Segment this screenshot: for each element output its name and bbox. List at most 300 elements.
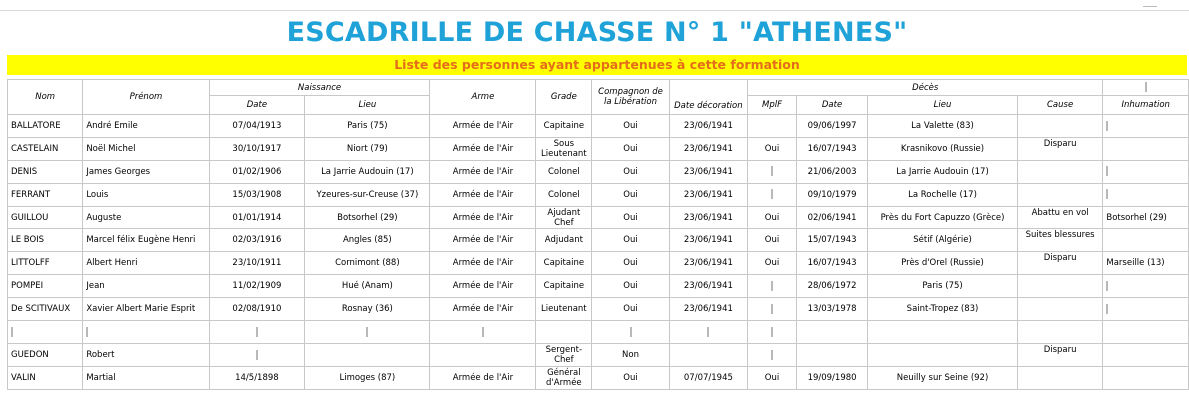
arme-text: Armée de l'Air (452, 258, 514, 269)
naissance-lieu-text: Hué (Anam) (341, 281, 393, 292)
cell-naissance-date[interactable] (209, 115, 305, 138)
cell-deces-date[interactable] (796, 252, 867, 275)
cell-deces-lieu[interactable] (868, 160, 1018, 183)
cell-deces-lieu[interactable] (868, 183, 1018, 206)
cell-naissance-date[interactable] (209, 160, 305, 183)
arme-text: Armée de l'Air (452, 281, 514, 292)
nom-text: DENIS (11, 166, 38, 177)
cell-compagnon[interactable] (592, 343, 669, 366)
naissance-lieu-text: La Jarrie Audouin (17) (321, 166, 414, 177)
naissance-date-text: 01/02/1906 (232, 166, 282, 177)
header-row-1 (8, 80, 1189, 96)
cell-arme[interactable] (430, 252, 536, 275)
cell-inhumation[interactable] (1103, 137, 1189, 160)
cell-naissance-lieu[interactable] (305, 115, 430, 138)
cell-mplf[interactable] (748, 298, 797, 321)
grade-text: Sous Lieutenant (541, 138, 587, 159)
naissance-lieu-text: Cornimont (88) (335, 258, 400, 269)
cell-naissance-date[interactable] (209, 252, 305, 275)
cell-inhumation[interactable] (1103, 206, 1189, 229)
cause-text: Suites blessures (1025, 230, 1095, 241)
cell-inhumation[interactable] (1103, 252, 1189, 275)
cell-mplf[interactable] (748, 321, 797, 344)
cell-inhumation[interactable] (1103, 115, 1189, 138)
cell-mplf[interactable] (748, 137, 797, 160)
cell-mplf[interactable] (748, 343, 797, 366)
cell-mplf[interactable] (748, 275, 797, 298)
arme-text: Armée de l'Air (452, 143, 514, 154)
cell-inhumation[interactable] (1103, 298, 1189, 321)
compagnon-text: Oui (623, 143, 638, 154)
compagnon-text: Oui (623, 235, 638, 246)
empty-cell-marker (366, 327, 368, 337)
cell-deces-date[interactable] (796, 321, 867, 344)
cell-naissance-lieu[interactable] (305, 366, 430, 389)
cell-date-decoration[interactable] (669, 343, 747, 366)
cell-deces-date[interactable] (796, 298, 867, 321)
cell-nom[interactable] (8, 137, 83, 160)
cell-prenom[interactable] (83, 137, 209, 160)
cell-prenom[interactable] (83, 252, 209, 275)
prenom-text: James Georges (86, 166, 151, 177)
compagnon-text: Oui (623, 372, 638, 383)
naissance-lieu-text: Paris (75) (347, 120, 388, 131)
sheet-title: ESCADRILLE DE CHASSE N° 1 "ATHENES" (286, 17, 908, 48)
cell-compagnon[interactable] (592, 252, 669, 275)
cell-deces-lieu[interactable] (868, 229, 1018, 252)
cell-deces-lieu[interactable] (868, 321, 1018, 344)
cell-inhumation[interactable] (1103, 321, 1189, 344)
prenom-text: Auguste (86, 212, 122, 223)
grade-text: Général d'Armée (546, 367, 582, 388)
cell-naissance-date[interactable] (209, 343, 305, 366)
naissance-date-text: 01/01/1914 (232, 212, 282, 223)
deces-date-text: 16/07/1943 (807, 258, 857, 269)
cell-naissance-lieu[interactable] (305, 206, 430, 229)
cell-grade[interactable] (536, 137, 592, 160)
cell-mplf[interactable] (748, 229, 797, 252)
cell-compagnon[interactable] (592, 275, 669, 298)
cell-grade[interactable] (536, 206, 592, 229)
empty-cell-marker (256, 350, 258, 360)
cell-deces-date[interactable] (796, 137, 867, 160)
deces-lieu-text: La Valette (83) (911, 120, 974, 131)
prenom-text: Albert Henri (86, 258, 138, 269)
nom-text: De SCITIVAUX (11, 304, 71, 315)
compagnon-text: Oui (623, 304, 638, 315)
deces-date-text: 21/06/2003 (807, 166, 857, 177)
cell-inhumation[interactable] (1103, 229, 1189, 252)
inhumation-text: Botsorhel (29) (1106, 212, 1167, 223)
cell-deces-lieu[interactable] (868, 343, 1018, 366)
grade-text: Ajudant Chef (547, 207, 581, 228)
cell-grade[interactable] (536, 160, 592, 183)
table-row (8, 137, 1189, 160)
empty-cell-marker (1106, 166, 1108, 176)
cell-grade[interactable] (536, 321, 592, 344)
cell-naissance-lieu[interactable] (305, 343, 430, 366)
date-decoration-text: 23/06/1941 (683, 235, 733, 246)
cell-deces-date[interactable] (796, 206, 867, 229)
mplf-text: Oui (764, 235, 780, 246)
table-row (8, 343, 1189, 366)
naissance-date-text: 02/03/1916 (232, 235, 282, 246)
cell-deces-lieu[interactable] (868, 298, 1018, 321)
grade-text: Capitaine (543, 281, 585, 292)
cell-prenom[interactable] (83, 115, 209, 138)
deces-lieu-text: Près du Fort Capuzzo (Grèce) (880, 212, 1005, 223)
prenom-text: Marcel félix Eugène Henri (86, 235, 196, 246)
table-row (8, 160, 1189, 183)
header-deces-date: Date (796, 96, 867, 115)
deces-date-text: 02/06/1941 (807, 212, 857, 223)
prenom-text: Xavier Albert Marie Esprit (86, 304, 196, 315)
cell-naissance-lieu[interactable] (305, 183, 430, 206)
prenom-text: Louis (86, 189, 109, 200)
deces-lieu-text: La Jarrie Audouin (17) (896, 166, 989, 177)
arme-text: Armée de l'Air (452, 189, 514, 200)
prenom-text: Jean (86, 281, 105, 292)
cause-text: Abattu en vol (1031, 207, 1089, 218)
cell-nom[interactable] (8, 321, 83, 344)
table-row (8, 366, 1189, 389)
cell-nom[interactable] (8, 183, 83, 206)
table-row (8, 183, 1189, 206)
compagnon-text: Oui (623, 189, 638, 200)
header-deces-lieu: Lieu (868, 96, 1018, 115)
compagnon-text: Oui (623, 258, 638, 269)
naissance-lieu-text: Niort (79) (346, 143, 388, 154)
cell-arme[interactable] (430, 115, 536, 138)
cell-prenom[interactable] (83, 321, 209, 344)
header-cause: Cause (1017, 96, 1103, 115)
cell-naissance-lieu[interactable] (305, 252, 430, 275)
cell-grade[interactable] (536, 298, 592, 321)
cell-compagnon[interactable] (592, 183, 669, 206)
deces-date-text: 16/07/1943 (807, 143, 857, 154)
cell-inhumation[interactable] (1103, 366, 1189, 389)
cause-text: Disparu (1043, 253, 1077, 264)
prenom-text: Martial (86, 372, 116, 383)
cell-date-decoration[interactable] (669, 206, 747, 229)
header-date-decoration: Date décoration (669, 80, 747, 115)
cell-date-decoration[interactable] (669, 115, 747, 138)
top-border (0, 10, 1189, 11)
cell-deces-date[interactable] (796, 229, 867, 252)
cell-deces-date[interactable] (796, 183, 867, 206)
prenom-text: André Emile (86, 120, 138, 131)
date-decoration-text: 23/06/1941 (683, 212, 733, 223)
naissance-date-text: 23/10/1911 (232, 258, 282, 269)
cell-naissance-date[interactable] (209, 183, 305, 206)
compagnon-text: Oui (623, 281, 638, 292)
cell-naissance-lieu[interactable] (305, 137, 430, 160)
cell-deces-date[interactable] (796, 366, 867, 389)
deces-date-text: 09/06/1997 (807, 120, 857, 131)
sheet-subtitle: Liste des personnes ayant appartenues à cette formation (7, 55, 1187, 75)
cell-mplf[interactable] (748, 252, 797, 275)
cell-cause[interactable] (1017, 252, 1103, 275)
cell-nom[interactable] (8, 343, 83, 366)
mplf-text: Oui (764, 212, 780, 223)
cell-mplf[interactable] (748, 160, 797, 183)
cell-deces-lieu[interactable] (868, 206, 1018, 229)
cell-cause[interactable] (1017, 343, 1103, 366)
cell-nom[interactable] (8, 298, 83, 321)
cell-compagnon[interactable] (592, 298, 669, 321)
naissance-date-text: 14/5/1898 (235, 372, 279, 383)
nom-text: GUILLOU (11, 212, 49, 223)
cell-cause[interactable] (1017, 298, 1103, 321)
cell-compagnon[interactable] (592, 366, 669, 389)
cell-inhumation[interactable] (1103, 183, 1189, 206)
cell-grade[interactable] (536, 252, 592, 275)
cell-nom[interactable] (8, 115, 83, 138)
cell-prenom[interactable] (83, 160, 209, 183)
naissance-lieu-text: Angles (85) (342, 235, 392, 246)
deces-lieu-text: Sétif (Algérie) (913, 235, 972, 246)
cell-deces-lieu[interactable] (868, 366, 1018, 389)
deces-date-text: 28/06/1972 (807, 281, 857, 292)
table-row (8, 252, 1189, 275)
table-row (8, 298, 1189, 321)
date-decoration-text: 07/07/1945 (683, 372, 733, 383)
cell-grade[interactable] (536, 366, 592, 389)
cell-arme[interactable] (430, 321, 536, 344)
cell-deces-lieu[interactable] (868, 137, 1018, 160)
header-naissance-lieu: Lieu (305, 96, 430, 115)
nom-text: FERRANT (11, 189, 51, 200)
cell-grade[interactable] (536, 183, 592, 206)
date-decoration-text: 23/06/1941 (683, 120, 733, 131)
header-inhumation: Inhumation (1103, 96, 1189, 115)
cell-naissance-date[interactable] (209, 298, 305, 321)
cell-grade[interactable] (536, 229, 592, 252)
cell-prenom[interactable] (83, 298, 209, 321)
cell-deces-date[interactable] (796, 343, 867, 366)
arme-text: Armée de l'Air (452, 212, 514, 223)
cell-deces-lieu[interactable] (868, 115, 1018, 138)
cell-prenom[interactable] (83, 343, 209, 366)
nom-text: CASTELAIN (11, 143, 59, 154)
cell-date-decoration[interactable] (669, 366, 747, 389)
naissance-date-text: 15/03/1908 (232, 189, 282, 200)
cell-cause[interactable] (1017, 137, 1103, 160)
cell-arme[interactable] (430, 137, 536, 160)
deces-lieu-text: Neuilly sur Seine (92) (896, 372, 989, 383)
cell-grade[interactable] (536, 343, 592, 366)
prenom-text: Noël Michel (86, 143, 136, 154)
naissance-date-text: 02/08/1910 (232, 304, 282, 315)
table-row (8, 229, 1189, 252)
prenom-text: Robert (86, 349, 115, 360)
cell-cause[interactable] (1017, 366, 1103, 389)
table-row (8, 115, 1189, 138)
grade-text: Sergent-Chef (545, 344, 583, 365)
date-decoration-text: 23/06/1941 (683, 281, 733, 292)
cell-nom[interactable] (8, 160, 83, 183)
personnel-table (7, 79, 1189, 390)
cell-arme[interactable] (430, 229, 536, 252)
cell-date-decoration[interactable] (669, 321, 747, 344)
cell-prenom[interactable] (83, 229, 209, 252)
cell-nom[interactable] (8, 275, 83, 298)
cell-naissance-lieu[interactable] (305, 229, 430, 252)
cell-grade[interactable] (536, 115, 592, 138)
empty-cell-marker (630, 327, 632, 337)
compagnon-text: Oui (623, 212, 638, 223)
cell-compagnon[interactable] (592, 137, 669, 160)
grade-text: Adjudant (544, 235, 583, 246)
cell-date-decoration[interactable] (669, 252, 747, 275)
inhumation-text: Marseille (13) (1106, 258, 1165, 269)
cell-arme[interactable] (430, 160, 536, 183)
deces-lieu-text: Paris (75) (922, 281, 963, 292)
empty-cell-marker (482, 327, 484, 337)
cell-arme[interactable] (430, 298, 536, 321)
naissance-lieu-text: Yzeures-sur-Creuse (37) (316, 189, 419, 200)
cell-nom[interactable] (8, 366, 83, 389)
empty-cell-marker (1106, 121, 1108, 131)
deces-date-text: 15/07/1943 (807, 235, 857, 246)
cell-date-decoration[interactable] (669, 183, 747, 206)
nom-text: POMPEI (11, 281, 44, 292)
cell-prenom[interactable] (83, 275, 209, 298)
table-row (8, 321, 1189, 344)
cell-naissance-date[interactable] (209, 321, 305, 344)
cell-compagnon[interactable] (592, 206, 669, 229)
empty-cell-marker (1106, 189, 1108, 199)
empty-cell-marker (1106, 281, 1108, 291)
cell-cause[interactable] (1017, 275, 1103, 298)
arme-text: Armée de l'Air (452, 235, 514, 246)
cell-cause[interactable] (1017, 206, 1103, 229)
naissance-date-text: 11/02/1909 (232, 281, 282, 292)
compagnon-text: Oui (623, 166, 638, 177)
empty-cell-marker (1106, 304, 1108, 314)
cell-compagnon[interactable] (592, 115, 669, 138)
cell-arme[interactable] (430, 206, 536, 229)
cell-naissance-date[interactable] (209, 229, 305, 252)
cell-deces-date[interactable] (796, 160, 867, 183)
cell-nom[interactable] (8, 252, 83, 275)
cell-date-decoration[interactable] (669, 137, 747, 160)
nom-text: LE BOIS (11, 235, 45, 246)
nom-text: VALIN (11, 372, 36, 383)
mplf-text: Oui (764, 258, 780, 269)
cell-date-decoration[interactable] (669, 275, 747, 298)
cell-nom[interactable] (8, 229, 83, 252)
arme-text: Armée de l'Air (452, 166, 514, 177)
naissance-date-text: 07/04/1913 (232, 120, 282, 131)
cell-cause[interactable] (1017, 183, 1103, 206)
empty-cell-marker (771, 304, 773, 314)
header-naissance-date: Date (209, 96, 305, 115)
empty-cell-marker (256, 327, 258, 337)
grade-text: Capitaine (543, 258, 585, 269)
cell-inhumation[interactable] (1103, 343, 1189, 366)
cell-naissance-lieu[interactable] (305, 160, 430, 183)
cell-date-decoration[interactable] (669, 298, 747, 321)
cell-cause[interactable] (1017, 229, 1103, 252)
header-mplf: MplF (748, 96, 797, 115)
cell-compagnon[interactable] (592, 160, 669, 183)
date-decoration-text: 23/06/1941 (683, 166, 733, 177)
cell-nom[interactable] (8, 206, 83, 229)
cell-mplf[interactable] (748, 183, 797, 206)
corner-mark (1143, 0, 1157, 7)
cell-naissance-date[interactable] (209, 366, 305, 389)
cell-deces-lieu[interactable] (868, 252, 1018, 275)
mplf-text: Oui (764, 372, 780, 383)
nom-text: BALLATORE (11, 120, 61, 131)
cell-naissance-date[interactable] (209, 206, 305, 229)
naissance-lieu-text: Rosnay (36) (341, 304, 393, 315)
cell-naissance-lieu[interactable] (305, 321, 430, 344)
cell-cause[interactable] (1017, 160, 1103, 183)
cell-compagnon[interactable] (592, 321, 669, 344)
grade-text: Colonel (548, 166, 580, 177)
header-inhumation-top (1103, 80, 1189, 96)
cell-naissance-lieu[interactable] (305, 275, 430, 298)
cell-deces-date[interactable] (796, 115, 867, 138)
cell-prenom[interactable] (83, 206, 209, 229)
cell-date-decoration[interactable] (669, 229, 747, 252)
cell-mplf[interactable] (748, 115, 797, 138)
cell-cause[interactable] (1017, 115, 1103, 138)
cell-arme[interactable] (430, 275, 536, 298)
cell-deces-lieu[interactable] (868, 275, 1018, 298)
header-naissance: Naissance (209, 80, 430, 96)
cause-text: Disparu (1043, 344, 1077, 355)
empty-cell-marker (707, 327, 709, 337)
table-row (8, 206, 1189, 229)
cell-compagnon[interactable] (592, 229, 669, 252)
cell-prenom[interactable] (83, 366, 209, 389)
grade-text: Colonel (548, 189, 580, 200)
cell-naissance-lieu[interactable] (305, 298, 430, 321)
cell-inhumation[interactable] (1103, 275, 1189, 298)
cell-arme[interactable] (430, 366, 536, 389)
empty-cell-marker (11, 327, 13, 337)
empty-cell-marker (771, 350, 773, 360)
cell-arme[interactable] (430, 183, 536, 206)
empty-cell-marker (771, 189, 773, 199)
cell-cause[interactable] (1017, 321, 1103, 344)
header-prenom: Prénom (83, 80, 209, 115)
naissance-date-text: 30/10/1917 (232, 143, 282, 154)
mplf-text: Oui (764, 143, 780, 154)
cell-naissance-date[interactable] (209, 137, 305, 160)
compagnon-text: Non (622, 349, 639, 360)
cell-date-decoration[interactable] (669, 160, 747, 183)
header-grade: Grade (536, 80, 592, 115)
arme-text: Armée de l'Air (452, 304, 514, 315)
cell-inhumation[interactable] (1103, 160, 1189, 183)
date-decoration-text: 23/06/1941 (683, 304, 733, 315)
cell-grade[interactable] (536, 275, 592, 298)
cell-arme[interactable] (430, 343, 536, 366)
cell-naissance-date[interactable] (209, 275, 305, 298)
cell-prenom[interactable] (83, 183, 209, 206)
cell-deces-date[interactable] (796, 275, 867, 298)
grade-text: Lieutenant (541, 304, 587, 315)
cell-mplf[interactable] (748, 366, 797, 389)
header-deces: Décès (748, 80, 1103, 96)
cell-mplf[interactable] (748, 206, 797, 229)
nom-text: LITTOLFF (11, 258, 50, 269)
empty-cell-marker (86, 327, 88, 337)
